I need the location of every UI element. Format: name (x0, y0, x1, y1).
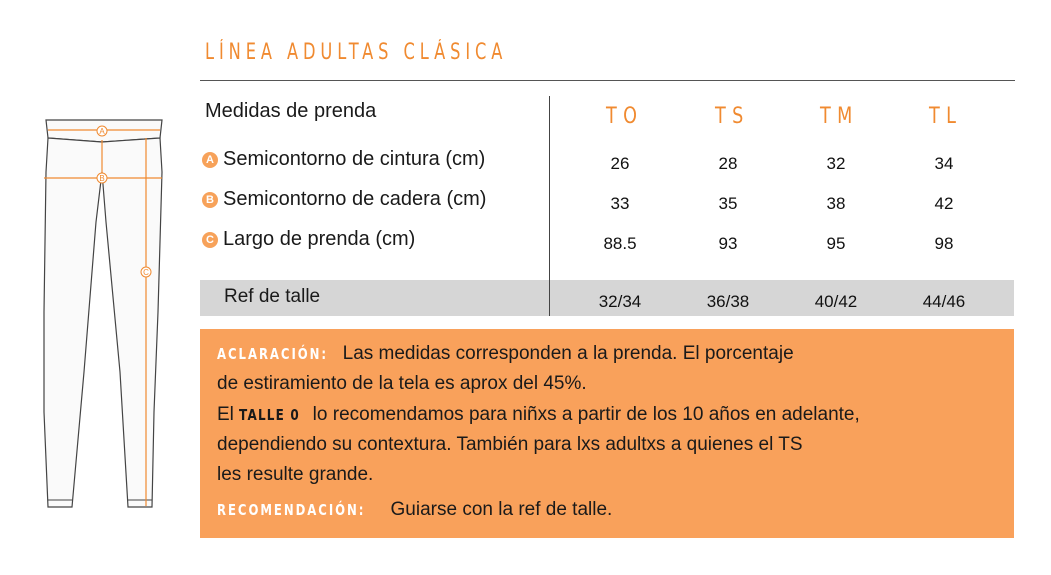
row-label-cintura: A Semicontorno de cintura (cm) (202, 148, 485, 171)
size-header-tl: TL (929, 104, 963, 129)
table-cell: 26 (610, 154, 630, 173)
table-cell: 98 (934, 234, 954, 253)
size-header-ts: TS (715, 104, 750, 129)
page-title: LÍNEA ADULTAS CLÁSICA (205, 40, 508, 65)
table-cell: 34 (934, 154, 954, 173)
marker-a-badge: A (202, 152, 218, 168)
ref-talle-label: Ref de talle (224, 286, 321, 307)
ref-cell: 44/46 (922, 292, 966, 311)
table-cell: 88.5 (603, 234, 637, 253)
table-cell: 42 (934, 194, 954, 213)
marker-b-badge: B (202, 192, 218, 208)
marker-a: A (99, 127, 105, 136)
marker-c-badge: C (202, 232, 218, 248)
note-line-1: ACLARACIÓN: Las medidas corresponden a la prenda. El porcentaje (217, 343, 794, 364)
table-cell: 28 (718, 154, 738, 173)
ref-row-divider (549, 280, 550, 316)
note-box (200, 329, 1014, 538)
leggings-diagram (36, 112, 176, 524)
table-header-label: Medidas de prenda (205, 100, 377, 122)
note-line-4: dependiendo su contextura. También para lxs adultxs a quienes el TS (217, 434, 803, 455)
table-cell: 32 (826, 154, 846, 173)
table-cell: 95 (826, 234, 846, 253)
table-cell: 35 (718, 194, 738, 213)
note-line-3: El TALLE 0 lo recomendamos para niñxs a partir de los 10 años en adelante, (217, 404, 860, 425)
marker-c: C (143, 268, 149, 277)
note-line-6: RECOMENDACIÓN: Guiarse con la ref de talle. (217, 499, 613, 520)
title-divider (200, 80, 1015, 81)
note-line-2: de estiramiento de la tela es aprox del 45%. (217, 373, 587, 394)
table-cell: 38 (826, 194, 846, 213)
ref-cell: 36/38 (706, 292, 750, 311)
talle-keyword: TALLE 0 (239, 406, 301, 424)
ref-cell: 32/34 (598, 292, 642, 311)
table-cell: 33 (610, 194, 630, 213)
note-line-5: les resulte grande. (217, 464, 374, 485)
size-header-to: TO (606, 104, 644, 129)
table-cell: 93 (718, 234, 738, 253)
aclaracion-keyword: ACLARACIÓN: (217, 345, 329, 363)
row-label-cadera: B Semicontorno de cadera (cm) (202, 188, 486, 211)
marker-b: B (99, 174, 105, 183)
row-label-largo: C Largo de prenda (cm) (202, 228, 415, 251)
recomendacion-keyword: RECOMENDACIÓN: (217, 501, 366, 519)
ref-cell: 40/42 (814, 292, 858, 311)
leggings-body-shape (44, 138, 162, 507)
size-header-tm: TM (820, 104, 859, 129)
